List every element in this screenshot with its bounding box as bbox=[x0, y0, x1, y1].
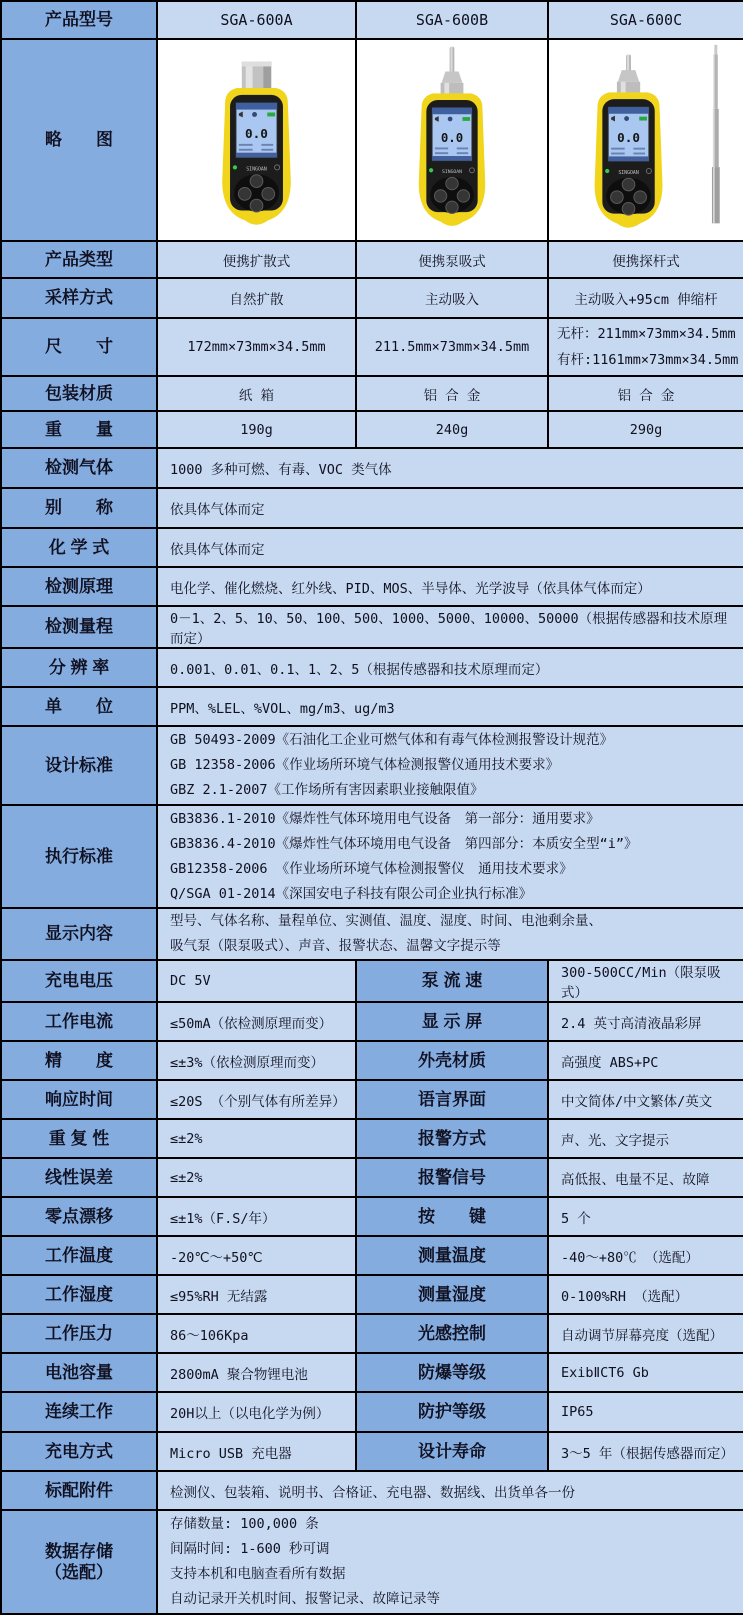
row-value: ≤95%RH 无结露 bbox=[157, 1275, 356, 1314]
device-cell-sga-600a bbox=[157, 39, 356, 241]
header-label: 产品型号 bbox=[1, 1, 157, 39]
row-value: 自动调节屏幕亮度（选配） bbox=[548, 1314, 743, 1353]
text-line: GBZ 2.1-2007《工作场所有害因素职业接触限值》 bbox=[170, 782, 484, 798]
row-value: 86～106Kpa bbox=[157, 1314, 356, 1353]
row-label: 采样方式 bbox=[1, 278, 157, 318]
spec-pair-row bbox=[1, 1432, 743, 1471]
full-row bbox=[1, 528, 743, 567]
text-line: 无杆：211mm×73mm×34.5mm bbox=[557, 326, 736, 342]
text-line: GB 50493-2009《石油化工企业可燃气体和有毒气体检测报警设计规范》 bbox=[170, 732, 614, 748]
row-value: Micro USB 充电器 bbox=[157, 1432, 356, 1471]
row-label: 化 学 式 bbox=[1, 528, 157, 567]
row-label: 连续工作 bbox=[1, 1392, 157, 1432]
row-label: 检测原理 bbox=[1, 567, 157, 606]
row-value: 便携探杆式 bbox=[548, 241, 743, 278]
row-label: 设计寿命 bbox=[356, 1432, 548, 1471]
spec-pair-row bbox=[1, 1236, 743, 1275]
row-value: 便携扩散式 bbox=[157, 241, 356, 278]
header-row bbox=[1, 1, 743, 39]
row-value: ≤±2% bbox=[157, 1119, 356, 1158]
model-name-sga-600b: SGA-600B bbox=[356, 1, 548, 39]
model-name-sga-600a: SGA-600A bbox=[157, 1, 356, 39]
sketch-label: 略 图 bbox=[1, 39, 157, 241]
row-value: 高低报、电量不足、故障 bbox=[548, 1158, 743, 1197]
row-label: 报警方式 bbox=[356, 1119, 548, 1158]
row-value: ≤±1%（F.S/年） bbox=[157, 1197, 356, 1236]
device-brand: SINGOAN bbox=[441, 170, 463, 176]
row-value: 纸 箱 bbox=[157, 376, 356, 411]
storage-row bbox=[1, 1510, 743, 1614]
svg-text:0.0: 0.0 bbox=[617, 129, 640, 145]
row-label: 泵 流 速 bbox=[356, 960, 548, 1002]
row-value: 依具体气体而定 bbox=[157, 488, 743, 528]
row-value bbox=[548, 318, 743, 376]
model-row bbox=[1, 241, 743, 278]
row-value: 高强度 ABS+PC bbox=[548, 1041, 743, 1080]
spec-pair-row bbox=[1, 960, 743, 1002]
row-value: 0-100%RH （选配） bbox=[548, 1275, 743, 1314]
row-value: 5 个 bbox=[548, 1197, 743, 1236]
model-row bbox=[1, 376, 743, 411]
device-image bbox=[357, 40, 547, 235]
device-cell-sga-600b bbox=[356, 39, 548, 241]
row-value: 检测仪、包装箱、说明书、合格证、充电器、数据线、出货单各一份 bbox=[157, 1471, 743, 1510]
full-row bbox=[1, 448, 743, 488]
row-label: 工作压力 bbox=[1, 1314, 157, 1353]
row-value bbox=[157, 1510, 743, 1614]
row-label: 报警信号 bbox=[356, 1158, 548, 1197]
text-line: GB3836.4-2010《爆炸性气体环境用电气设备 第四部分：本质安全型“i”》 bbox=[170, 835, 638, 852]
spec-table-body bbox=[1, 1, 743, 1614]
svg-text:0.0: 0.0 bbox=[245, 126, 268, 142]
text-line: GB12358-2006 《作业场所环境气体检测报警仪 通用技术要求》 bbox=[170, 860, 573, 877]
row-value: 20H以上（以电化学为例） bbox=[157, 1392, 356, 1432]
row-label: 显 示 屏 bbox=[356, 1002, 548, 1041]
row-label: 外壳材质 bbox=[356, 1041, 548, 1080]
model-name-sga-600c: SGA-600C bbox=[548, 1, 743, 39]
row-value: 211.5mm×73mm×34.5mm bbox=[356, 318, 548, 376]
text-line: 型号、气体名称、量程单位、实测值、温度、湿度、时间、电池剩余量、 bbox=[170, 913, 602, 929]
row-label: 精 度 bbox=[1, 1041, 157, 1080]
row-label: 尺 寸 bbox=[1, 318, 157, 376]
spec-pair-row bbox=[1, 1392, 743, 1432]
row-value: 铝 合 金 bbox=[548, 376, 743, 411]
row-label: 重 复 性 bbox=[1, 1119, 157, 1158]
spec-pair-row bbox=[1, 1041, 743, 1080]
spec-pair-row bbox=[1, 1353, 743, 1392]
row-value bbox=[157, 908, 743, 960]
row-value: 主动吸入 bbox=[356, 278, 548, 318]
row-label: 工作湿度 bbox=[1, 1275, 157, 1314]
row-label: 检测量程 bbox=[1, 606, 157, 648]
row-value: 2.4 英寸高清液晶彩屏 bbox=[548, 1002, 743, 1041]
full-row bbox=[1, 805, 743, 908]
row-label: 语言界面 bbox=[356, 1080, 548, 1119]
row-label: 单 位 bbox=[1, 687, 157, 726]
row-value: 3～5 年（根据传感器而定） bbox=[548, 1432, 743, 1471]
row-value: 主动吸入+95cm 伸缩杆 bbox=[548, 278, 743, 318]
row-label: 工作电流 bbox=[1, 1002, 157, 1041]
svg-text:0.0: 0.0 bbox=[440, 130, 464, 145]
row-value: PPM、%LEL、%VOL、mg/m3、ug/m3 bbox=[157, 687, 743, 726]
row-label: 产品类型 bbox=[1, 241, 157, 278]
device-image bbox=[158, 40, 355, 235]
row-label: 充电电压 bbox=[1, 960, 157, 1002]
row-value: ≤±3%（依检测原理而变） bbox=[157, 1041, 356, 1080]
text-line: 吸气泵（限泵吸式）、声音、报警状态、温馨文字提示等 bbox=[170, 938, 501, 954]
row-label: 防爆等级 bbox=[356, 1353, 548, 1392]
row-value bbox=[157, 805, 743, 908]
full-row bbox=[1, 567, 743, 606]
row-value: ExibⅡCT6 Gb bbox=[548, 1353, 743, 1392]
row-value: 190g bbox=[157, 411, 356, 448]
text-line: 自动记录开关机时间、报警记录、故障记录等 bbox=[170, 1591, 440, 1607]
row-value: 中文简体/中文繁体/英文 bbox=[548, 1080, 743, 1119]
row-label: 显示内容 bbox=[1, 908, 157, 960]
full-row bbox=[1, 908, 743, 960]
full-row bbox=[1, 726, 743, 805]
text-line: Q/SGA 01-2014《深国安电子科技有限公司企业执行标准》 bbox=[170, 885, 533, 902]
row-value: ≤±2% bbox=[157, 1158, 356, 1197]
label-line: （选配） bbox=[45, 1563, 113, 1582]
row-label: 测量湿度 bbox=[356, 1275, 548, 1314]
device-cell-sga-600c bbox=[548, 39, 743, 241]
row-value: 2800mA 聚合物锂电池 bbox=[157, 1353, 356, 1392]
row-label: 零点漂移 bbox=[1, 1197, 157, 1236]
text-line: 有杆:1161mm×73mm×34.5mm bbox=[557, 352, 739, 368]
model-row bbox=[1, 318, 743, 376]
row-value: ≤20S （个别气体有所差异） bbox=[157, 1080, 356, 1119]
text-line: 存储数量: 100,000 条 bbox=[170, 1516, 319, 1532]
spec-pair-row bbox=[1, 1119, 743, 1158]
row-label: 按 键 bbox=[356, 1197, 548, 1236]
model-row bbox=[1, 411, 743, 448]
telescopic-rod bbox=[712, 45, 720, 223]
row-label: 包装材质 bbox=[1, 376, 157, 411]
row-value: 声、光、文字提示 bbox=[548, 1119, 743, 1158]
text-line: 支持本机和电脑查看所有数据 bbox=[170, 1566, 346, 1582]
spec-pair-row bbox=[1, 1002, 743, 1041]
row-value: 自然扩散 bbox=[157, 278, 356, 318]
row-label: 防护等级 bbox=[356, 1392, 548, 1432]
spec-pair-row bbox=[1, 1275, 743, 1314]
device-image bbox=[549, 40, 743, 235]
row-label: 光感控制 bbox=[356, 1314, 548, 1353]
accessories-row bbox=[1, 1471, 743, 1510]
row-value: 290g bbox=[548, 411, 743, 448]
spec-pair-row bbox=[1, 1158, 743, 1197]
row-value: 电化学、催化燃烧、红外线、PID、MOS、半导体、光学波导（依具体气体而定） bbox=[157, 567, 743, 606]
row-label: 重 量 bbox=[1, 411, 157, 448]
row-value: 依具体气体而定 bbox=[157, 528, 743, 567]
row-value: 300-500CC/Min（限泵吸式） bbox=[548, 960, 743, 1002]
row-value bbox=[157, 726, 743, 805]
row-value: IP65 bbox=[548, 1392, 743, 1432]
row-value: 1000 多种可燃、有毒、VOC 类气体 bbox=[157, 448, 743, 488]
row-label: 设计标准 bbox=[1, 726, 157, 805]
label-line: 数据存储 bbox=[45, 1541, 113, 1561]
row-value: -20℃～+50℃ bbox=[157, 1236, 356, 1275]
row-label: 测量温度 bbox=[356, 1236, 548, 1275]
row-value: 便携泵吸式 bbox=[356, 241, 548, 278]
row-label bbox=[1, 1510, 157, 1614]
row-value: ≤50mA（依检测原理而变） bbox=[157, 1002, 356, 1041]
row-label: 别 称 bbox=[1, 488, 157, 528]
sketch-row bbox=[1, 39, 743, 241]
row-value: -40～+80℃ （选配） bbox=[548, 1236, 743, 1275]
row-value: 0.001、0.01、0.1、1、2、5（根据传感器和技术原理而定） bbox=[157, 648, 743, 687]
spec-pair-row bbox=[1, 1080, 743, 1119]
row-label: 分 辨 率 bbox=[1, 648, 157, 687]
row-label: 线性误差 bbox=[1, 1158, 157, 1197]
full-row bbox=[1, 687, 743, 726]
row-value: DC 5V bbox=[157, 960, 356, 1002]
row-label: 标配附件 bbox=[1, 1471, 157, 1510]
row-value: 铝 合 金 bbox=[356, 376, 548, 411]
full-row bbox=[1, 488, 743, 528]
row-label: 工作温度 bbox=[1, 1236, 157, 1275]
full-row bbox=[1, 648, 743, 687]
device-brand: SINGOAN bbox=[246, 166, 267, 173]
row-label: 电池容量 bbox=[1, 1353, 157, 1392]
text-line: GB 12358-2006《作业场所环境气体检测报警仪通用技术要求》 bbox=[170, 757, 560, 773]
model-row bbox=[1, 278, 743, 318]
row-value: 240g bbox=[356, 411, 548, 448]
text-line: GB3836.1-2010《爆炸性气体环境用电气设备 第一部分：通用要求》 bbox=[170, 810, 600, 827]
row-label: 检测气体 bbox=[1, 448, 157, 488]
spec-pair-row bbox=[1, 1314, 743, 1353]
row-value: 0－1、2、5、10、50、100、500、1000、5000、10000、50000（根据传感器和技术原理而定） bbox=[157, 606, 743, 648]
row-label: 充电方式 bbox=[1, 1432, 157, 1471]
full-row bbox=[1, 606, 743, 648]
row-label: 响应时间 bbox=[1, 1080, 157, 1119]
spec-pair-row bbox=[1, 1197, 743, 1236]
row-label: 执行标准 bbox=[1, 805, 157, 908]
device-brand: SINGOAN bbox=[618, 169, 639, 176]
row-value: 172mm×73mm×34.5mm bbox=[157, 318, 356, 376]
text-line: 间隔时间: 1-600 秒可调 bbox=[170, 1541, 330, 1557]
